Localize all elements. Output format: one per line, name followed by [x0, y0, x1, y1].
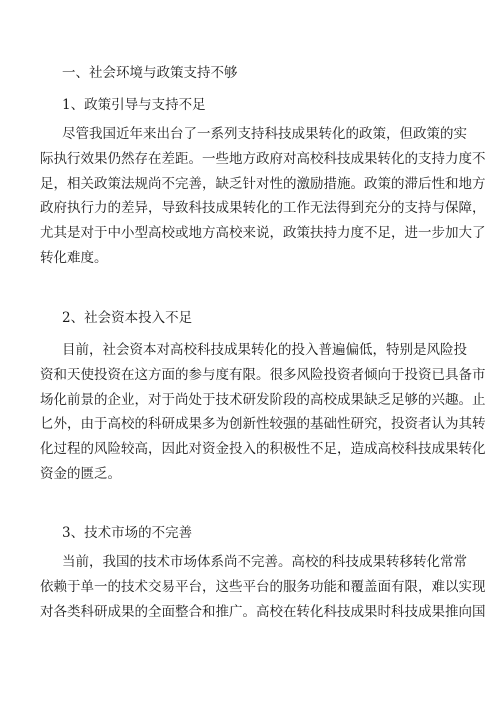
paragraph-3 [40, 550, 486, 624]
subsection-title-2: 2、社会资本投入不足 [62, 310, 193, 326]
paragraph-line: 依赖于单一的技术交易平台，这些平台的服务功能和覆盖面有限，难以实现 [40, 578, 486, 595]
paragraph-line: 转化难度。 [40, 249, 108, 266]
paragraph-line: 资金的匮乏。 [40, 465, 121, 482]
paragraph-line: 对各类科研成果的全面整合和推广。高校在转化科技成果时科技成果推向国 [40, 603, 486, 620]
paragraph-line: 尽管我国近年来出台了一系列支持科技成果转化的政策，但政策的实 [62, 126, 467, 142]
paragraph-line: 场化前景的企业，对于尚处于技术研发阶段的高校成果缺乏足够的兴趣。止 [40, 391, 486, 408]
paragraph-2 [40, 338, 486, 487]
subsection-title-3: 3、技术市场的不完善 [62, 525, 193, 541]
section-title: 一、社会环境与政策支持不够 [62, 65, 238, 81]
paragraph-line: 匕外，由于高校的科研成果多为创新性较强的基础性研究，投资者认为其转 [40, 416, 486, 433]
paragraph-line: 化过程的风险较高，因此对资金投入的积极性不足，造成高校科技成果转化 [40, 441, 486, 458]
subsection-title-1: 1、政策引导与支持不足 [62, 97, 206, 113]
paragraph-line: 资和天使投资在这方面的参与度有限。很多风险投资者倾向于投资已具备市 [40, 366, 486, 383]
paragraph-line: 政府执行力的差异，导致科技成果转化的工作无法得到充分的支持与保障， [40, 200, 486, 217]
paragraph-line: 当前，我国的技术市场体系尚不完善。高校的科技成果转移转化常常 [62, 554, 467, 570]
paragraph-line: 尤其是对于中小型高校或地方高校来说，政策扶持力度不足，进一步加大了 [40, 225, 486, 242]
paragraph-line: 际执行效果仍然存在差距。一些地方政府对高校科技成果转化的支持力度不 [40, 150, 486, 167]
paragraph-line: 目前，社会资本对高校科技成果转化的投入普遍偏低，特别是风险投 [62, 342, 467, 358]
paragraph-line: 足，相关政策法规尚不完善，缺乏针对性的激励措施。政策的滞后性和地方 [40, 175, 486, 192]
paragraph-1 [40, 122, 486, 271]
